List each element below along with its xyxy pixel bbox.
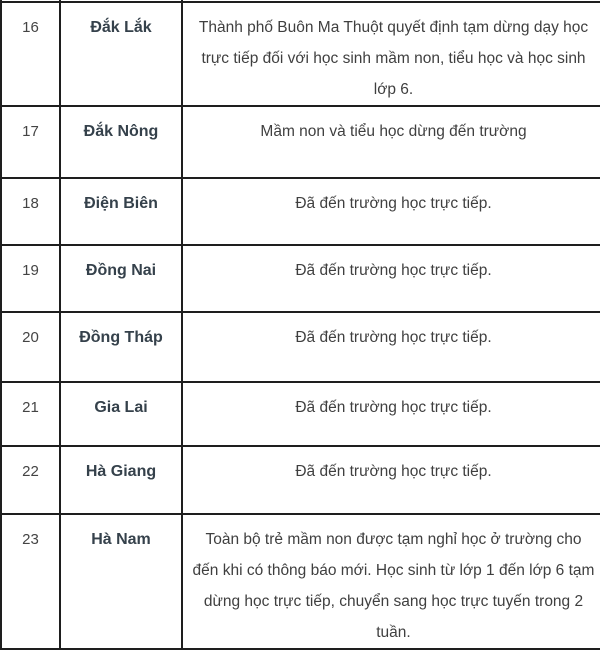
table-row xyxy=(1,446,600,514)
row-index-cell: 20 xyxy=(1,312,60,382)
table-row xyxy=(1,312,600,382)
province-name-cell: Gia Lai xyxy=(60,382,182,446)
province-name-cell: Hà Nam xyxy=(60,514,182,649)
row-index-cell: 19 xyxy=(1,245,60,312)
school-status-cell: Thành phố Buôn Ma Thuột quyết định tạm dừng dạy học trực tiếp đối với học sinh mầm non, tiểu học và học sinh lớp 6. xyxy=(182,2,600,106)
province-name-cell: Đắk Lắk xyxy=(60,2,182,106)
school-status-cell: Mầm non và tiểu học dừng đến trường xyxy=(182,106,600,178)
province-name-cell: Hà Giang xyxy=(60,446,182,514)
row-index-cell: 23 xyxy=(1,514,60,649)
school-status-cell: Đã đến trường học trực tiếp. xyxy=(182,382,600,446)
province-name-cell: Đồng Nai xyxy=(60,245,182,312)
table-body xyxy=(1,0,600,649)
table-row xyxy=(1,2,600,106)
row-index-cell: 18 xyxy=(1,178,60,245)
province-name-cell: Điện Biên xyxy=(60,178,182,245)
province-name-cell: Đắk Nông xyxy=(60,106,182,178)
row-index-cell: 22 xyxy=(1,446,60,514)
school-status-cell: Toàn bộ trẻ mầm non được tạm nghỉ học ở trường cho đến khi có thông báo mới. Học sinh từ lớp 1 đến lớp 6 tạm dừng học trực tiếp, chuyển sang học trực tuyến trong 2 tuần. xyxy=(182,514,600,649)
table-row xyxy=(1,514,600,649)
school-status-cell: Đã đến trường học trực tiếp. xyxy=(182,312,600,382)
table-row xyxy=(1,382,600,446)
row-index-cell: 16 xyxy=(1,2,60,106)
province-name-cell: Đồng Tháp xyxy=(60,312,182,382)
table-row xyxy=(1,245,600,312)
table-row xyxy=(1,106,600,178)
school-status-cell: Đã đến trường học trực tiếp. xyxy=(182,446,600,514)
row-index-cell: 21 xyxy=(1,382,60,446)
row-index-cell: 17 xyxy=(1,106,60,178)
table-row xyxy=(1,178,600,245)
school-status-cell: Đã đến trường học trực tiếp. xyxy=(182,178,600,245)
school-status-cell: Đã đến trường học trực tiếp. xyxy=(182,245,600,312)
